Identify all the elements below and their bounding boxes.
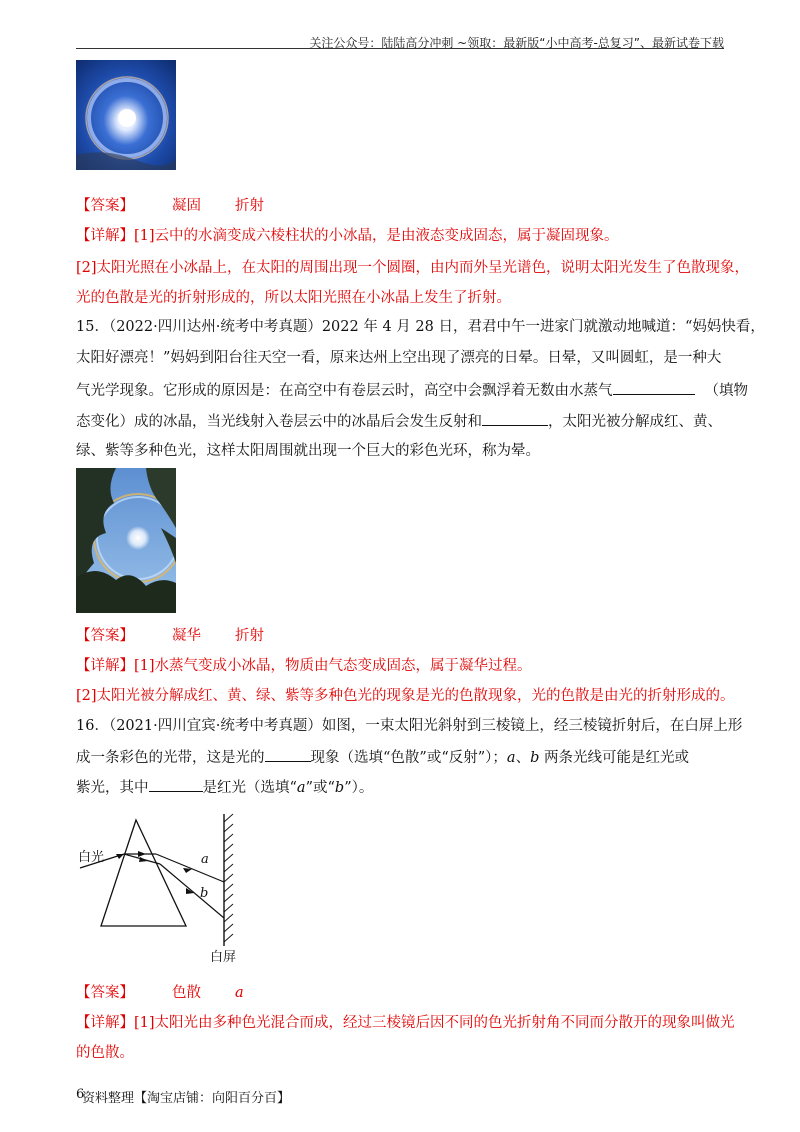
label-a: a	[201, 852, 209, 867]
detail-label: 【详解】	[76, 658, 134, 674]
answer-2: 折射	[235, 628, 264, 644]
q15-detail-2: [2]太阳光被分解成红、黄、绿、紫等多种色光的现象是光的色散现象，光的色散是由光的折射形成的。	[76, 688, 735, 704]
var-b: b	[530, 750, 540, 766]
answer-label: 【答案】	[76, 628, 134, 644]
inner-arrow-2	[139, 857, 148, 862]
label-white-light: 白光	[78, 850, 105, 865]
prism	[101, 820, 186, 926]
q16-blank-1	[265, 747, 311, 762]
q15-line-3	[76, 380, 748, 401]
header-rule	[76, 48, 724, 49]
answer-label: 【答案】	[76, 198, 134, 214]
var-a: a	[296, 780, 306, 796]
prism-diagram	[76, 808, 246, 968]
sun-halo-photo-1	[76, 60, 176, 170]
q15-line-4	[76, 411, 728, 432]
q16-detail-1	[76, 1013, 735, 1033]
q15-line-2: 太阳好漂亮！”妈妈到阳台往天空一看，原来达州上空出现了漂亮的日晕。日晕，又叫圆虹，是一种大	[76, 350, 722, 366]
q15-line-4-text: 态变化）成的冰晶，当光线射入卷层云中的冰晶后会发生反射和	[76, 414, 482, 430]
q16-line-3	[76, 777, 728, 798]
q16-line-2-end: 两条光线可能是红光或	[539, 750, 689, 766]
page-header: 关注公众号：陆陆高分冲刺 ~领取：最新版“小中高考-总复习”、最新试卷下载	[309, 36, 724, 50]
answer-1: 凝固	[172, 198, 201, 214]
q16-line-3-sep: ”或“	[305, 780, 335, 796]
q16-line-2-text: 成一条彩色的光带，这是光的	[76, 750, 265, 766]
footer-text: 资料整理【淘宝店铺：向阳百分百】	[82, 1091, 291, 1106]
q15-line-5: 绿、紫等多种色光，这样太阳周围就出现一个巨大的彩色光环，称为晕。	[76, 443, 540, 459]
q16-detail-1b: 的色散。	[76, 1045, 134, 1061]
q14-detail-1	[76, 226, 728, 246]
inner-arrow-1	[138, 851, 146, 857]
answer-label: 【答案】	[76, 985, 134, 1001]
q15-line-4-end: ，太阳光被分解成红、黄、	[548, 414, 722, 430]
q16-line-1: 16．（2021·四川宜宾·统考中考真题）如图，一束太阳光斜射到三棱镜上，经三棱镜折射后，在白屏上形	[76, 718, 743, 734]
answer-2: 折射	[235, 198, 264, 214]
sun-halo-photo-2	[76, 468, 176, 613]
answer-2: a	[235, 985, 244, 1001]
q15-blank-2	[482, 411, 548, 426]
answer-1: 色散	[172, 985, 201, 1001]
answer-1: 凝华	[172, 628, 201, 644]
var-a: a	[506, 750, 516, 766]
var-b: b	[334, 780, 345, 796]
q14-detail-2a: [2]太阳光照在小冰晶上，在太阳的周围出现一个圆圈，由内而外呈光谱色，说明太阳光发生了色散现象，	[76, 260, 750, 276]
q14-detail-2b: 光的色散是光的折射形成的，所以太阳光照在小冰晶上发生了折射。	[76, 290, 511, 306]
q16-line-3-mid: 是红光（选填“	[202, 780, 297, 796]
detail-label: 【详解】	[76, 228, 134, 244]
q16-line-3-end: ”）。	[344, 780, 374, 796]
ray-a	[156, 854, 224, 882]
label-screen: 白屏	[210, 950, 237, 965]
q15-line-3-text: 气光学现象。它形成的原因是：在高空中有卷层云时，高空中会飘浮着无数由水蒸气	[76, 383, 613, 399]
q16-line-2-mid: 现象（选填“色散”或“反射”）；	[310, 750, 507, 766]
detail-text: [1]太阳光由多种色光混合而成，经过三棱镜后因不同的色光折射角不同而分散开的现象叫做光	[134, 1015, 735, 1031]
q16-line-3-text: 紫光，其中	[76, 780, 149, 796]
q15-line-3-end: （填物	[704, 383, 748, 399]
label-b: b	[200, 886, 209, 901]
q16-line-2	[76, 747, 728, 768]
sep: 、	[515, 750, 531, 766]
detail-text: [1]云中的水滴变成六棱柱状的小冰晶，是由液态变成固态，属于凝固现象。	[134, 228, 619, 244]
q16-answer	[76, 983, 728, 1003]
q16-blank-2	[149, 777, 203, 792]
q15-line-1: 15．（2022·四川达州·统考中考真题）2022 年 4 月 28 日，君君中午一进家门就激动地喊道：“妈妈快看，	[76, 319, 765, 335]
screen-hatching	[224, 814, 233, 942]
detail-label: 【详解】	[76, 1015, 134, 1031]
q15-blank-1	[613, 380, 695, 395]
q15-answer	[76, 626, 728, 646]
q15-detail-1	[76, 656, 728, 676]
detail-text: [1]水蒸气变成小冰晶，物质由气态变成固态，属于凝华过程。	[134, 658, 532, 674]
q14-answer	[76, 196, 728, 216]
page-number: 6	[76, 1087, 85, 1102]
